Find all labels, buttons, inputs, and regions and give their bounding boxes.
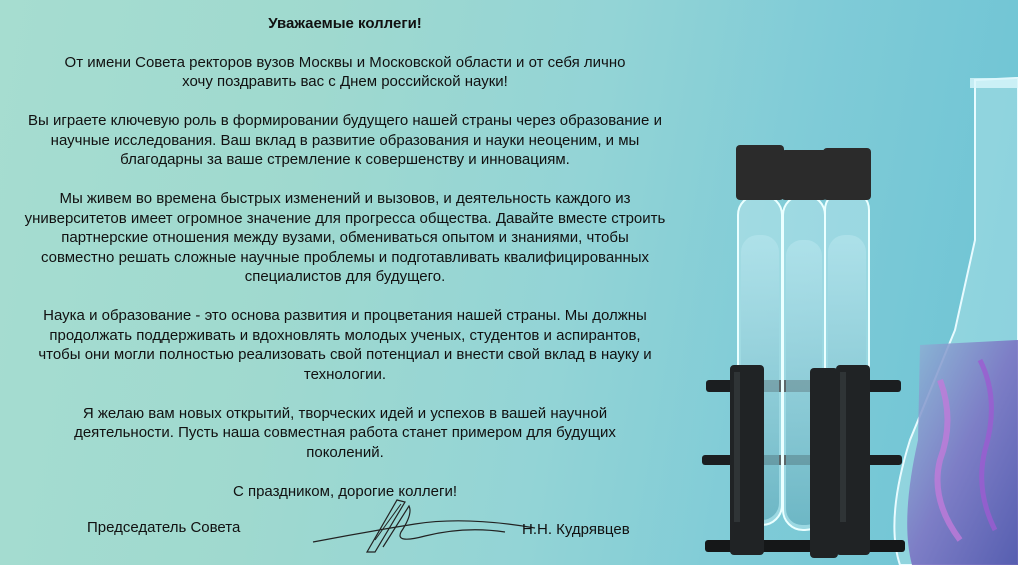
letter-closing: С праздником, дорогие коллеги! <box>232 482 458 500</box>
lab-glassware-illustration <box>650 0 1018 565</box>
rack-post-middle <box>810 368 838 558</box>
signatory-name: Н.Н. Кудрявцев <box>522 521 630 538</box>
letter-greeting: Уважаемые коллеги! <box>268 15 422 32</box>
handwritten-signature <box>305 492 545 558</box>
flask <box>894 78 1018 565</box>
signatory-position: Председатель Совета <box>87 519 241 536</box>
letter-paragraph-1: От имени Совета ректоров вузов Москвы и Московской области и от себя лично хочу поздравить вас с Днем российской науки! <box>64 53 626 90</box>
letter-paragraph-5: Я желаю вам новых открытий, творческих идей и успехов в вашей научной деятельности. Пусть наша совместная работа станет примером для будущих поколений. <box>74 404 616 461</box>
letter-paragraph-2: Вы играете ключевую роль в формировании будущего нашей страны через образование и научные исследования. Ваш вклад в развитие образования и науки неоценим, и мы благодарны за ваше стремление к совершенству и инновациям. <box>28 112 662 168</box>
letter-paragraph-4: Наука и образование - это основа развития и процветания нашей страны. Мы должны продолжать поддерживать и вдохновлять молодых ученых, студентов и аспирантов, чтобы они могли полностью реализовать свой потенциал и внести свой вклад в науку и технологии. <box>38 307 652 383</box>
letter-body <box>20 14 670 521</box>
letter-paragraph-3: Мы живем во времена быстрых изменений и вызовов, и деятельность каждого из университетов имеет огромное значение для прогресса общества. Давайте вместе строить партнерские отношения между вузами, обмениваться опытом и знаниями, чтобы совместно решать сложные научные проблемы и подготавливать квалифицированных специалистов для будущего. <box>24 190 666 285</box>
